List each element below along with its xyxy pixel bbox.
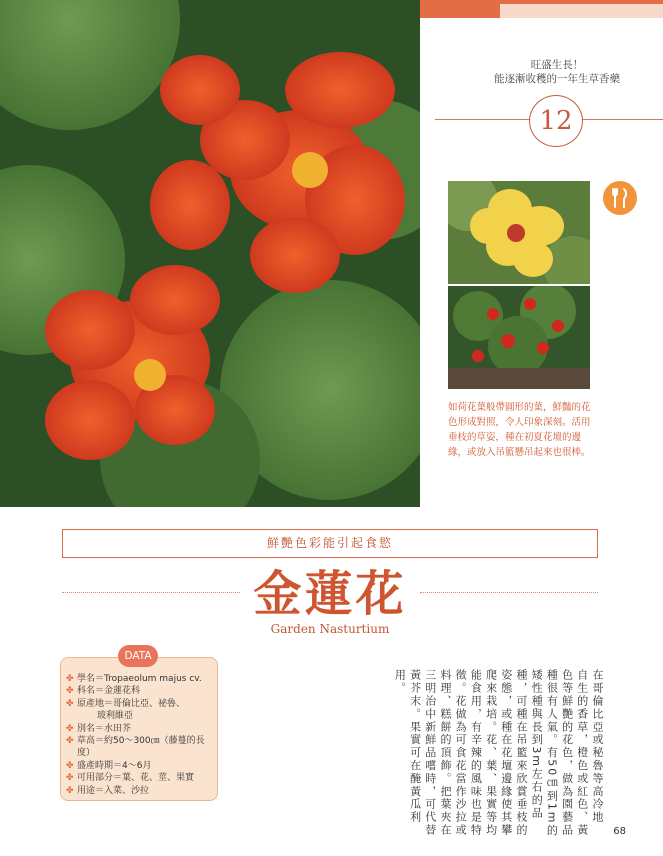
data-item: ✤ 可用部分＝葉、花、莖、果實	[66, 773, 195, 784]
bullet-icon: ✤	[66, 674, 74, 684]
data-label: DATA	[118, 645, 158, 667]
fork-knife-icon	[603, 181, 637, 215]
bullet-icon: ✤	[66, 736, 74, 747]
body-text: 在哥倫比亞或秘魯等高冷地 自生的香草，橙色或紅色、黃 色等鮮艷的花色，做為園藝品 種很有人氣。有50㎝到1m的 矮性種與長到3m左右的品 種，可種在吊籃來欣賞垂枝的 姿態，或種在花壇邊緣使其攀 爬來栽培。花、葉、果實等均 能食用，有辛辣的風味也是特 徵。花做為可食花當作沙拉或 料理、糕餅的頂飾。把葉夾在 三明治中新鮮品嚐時，可代替 黃芥末。果實可在醃黃瓜利 用。	[393, 669, 604, 838]
photo-hanging-basket	[448, 286, 590, 389]
data-item-continued: 玻利維亞	[97, 711, 134, 722]
chapter-number: 12	[529, 95, 583, 147]
bullet-icon: ✤	[66, 785, 74, 796]
photo-yellow-nasturtium	[448, 181, 590, 284]
page-subtitle: Garden Nasturtium	[270, 622, 390, 636]
bullet-icon: ✤	[66, 698, 74, 709]
data-list	[66, 673, 216, 797]
header-bar-line	[500, 0, 663, 4]
data-item: ✤ 原產地＝哥倫比亞、祕魯、	[66, 698, 186, 709]
data-item: ✤ 用途＝入菜、沙拉	[66, 785, 150, 796]
header-bar-accent	[420, 0, 500, 18]
tagline-line1: 旺盛生長！	[530, 59, 584, 71]
data-item: ✤ 學名＝Tropaeolum majus cv.	[66, 674, 202, 684]
tagline-line2: 能逐漸收穫的一年生草香藥	[494, 73, 620, 85]
title-divider-right	[420, 592, 598, 593]
title-divider-left	[62, 592, 240, 593]
hero-photo-nasturtium	[0, 0, 420, 507]
data-item: ✤ 草高＝約50～300㎝（藤蔓的長度）	[66, 736, 205, 759]
bullet-icon: ✤	[66, 760, 74, 771]
data-item: ✤ 盛產時期＝4～6月	[66, 760, 152, 771]
page-number: 68	[613, 826, 626, 837]
data-item: ✤ 別名＝水田芥	[66, 723, 132, 734]
section-banner: 鮮艷色彩能引起食慾	[62, 529, 598, 558]
bullet-icon: ✤	[66, 686, 74, 697]
photo-caption: 如荷花葉般帶圓形的葉，鮮豔的花色形成對照，令人印象深刻。活用垂枝的草姿，種在初夏花壇的邊緣，或放入吊籃懸吊起來也很棒。	[448, 402, 591, 458]
data-item: ✤ 科名＝金蓮花科	[66, 686, 141, 697]
bullet-icon: ✤	[66, 773, 74, 784]
bullet-icon: ✤	[66, 723, 74, 734]
page-title: 金蓮花	[253, 566, 407, 622]
